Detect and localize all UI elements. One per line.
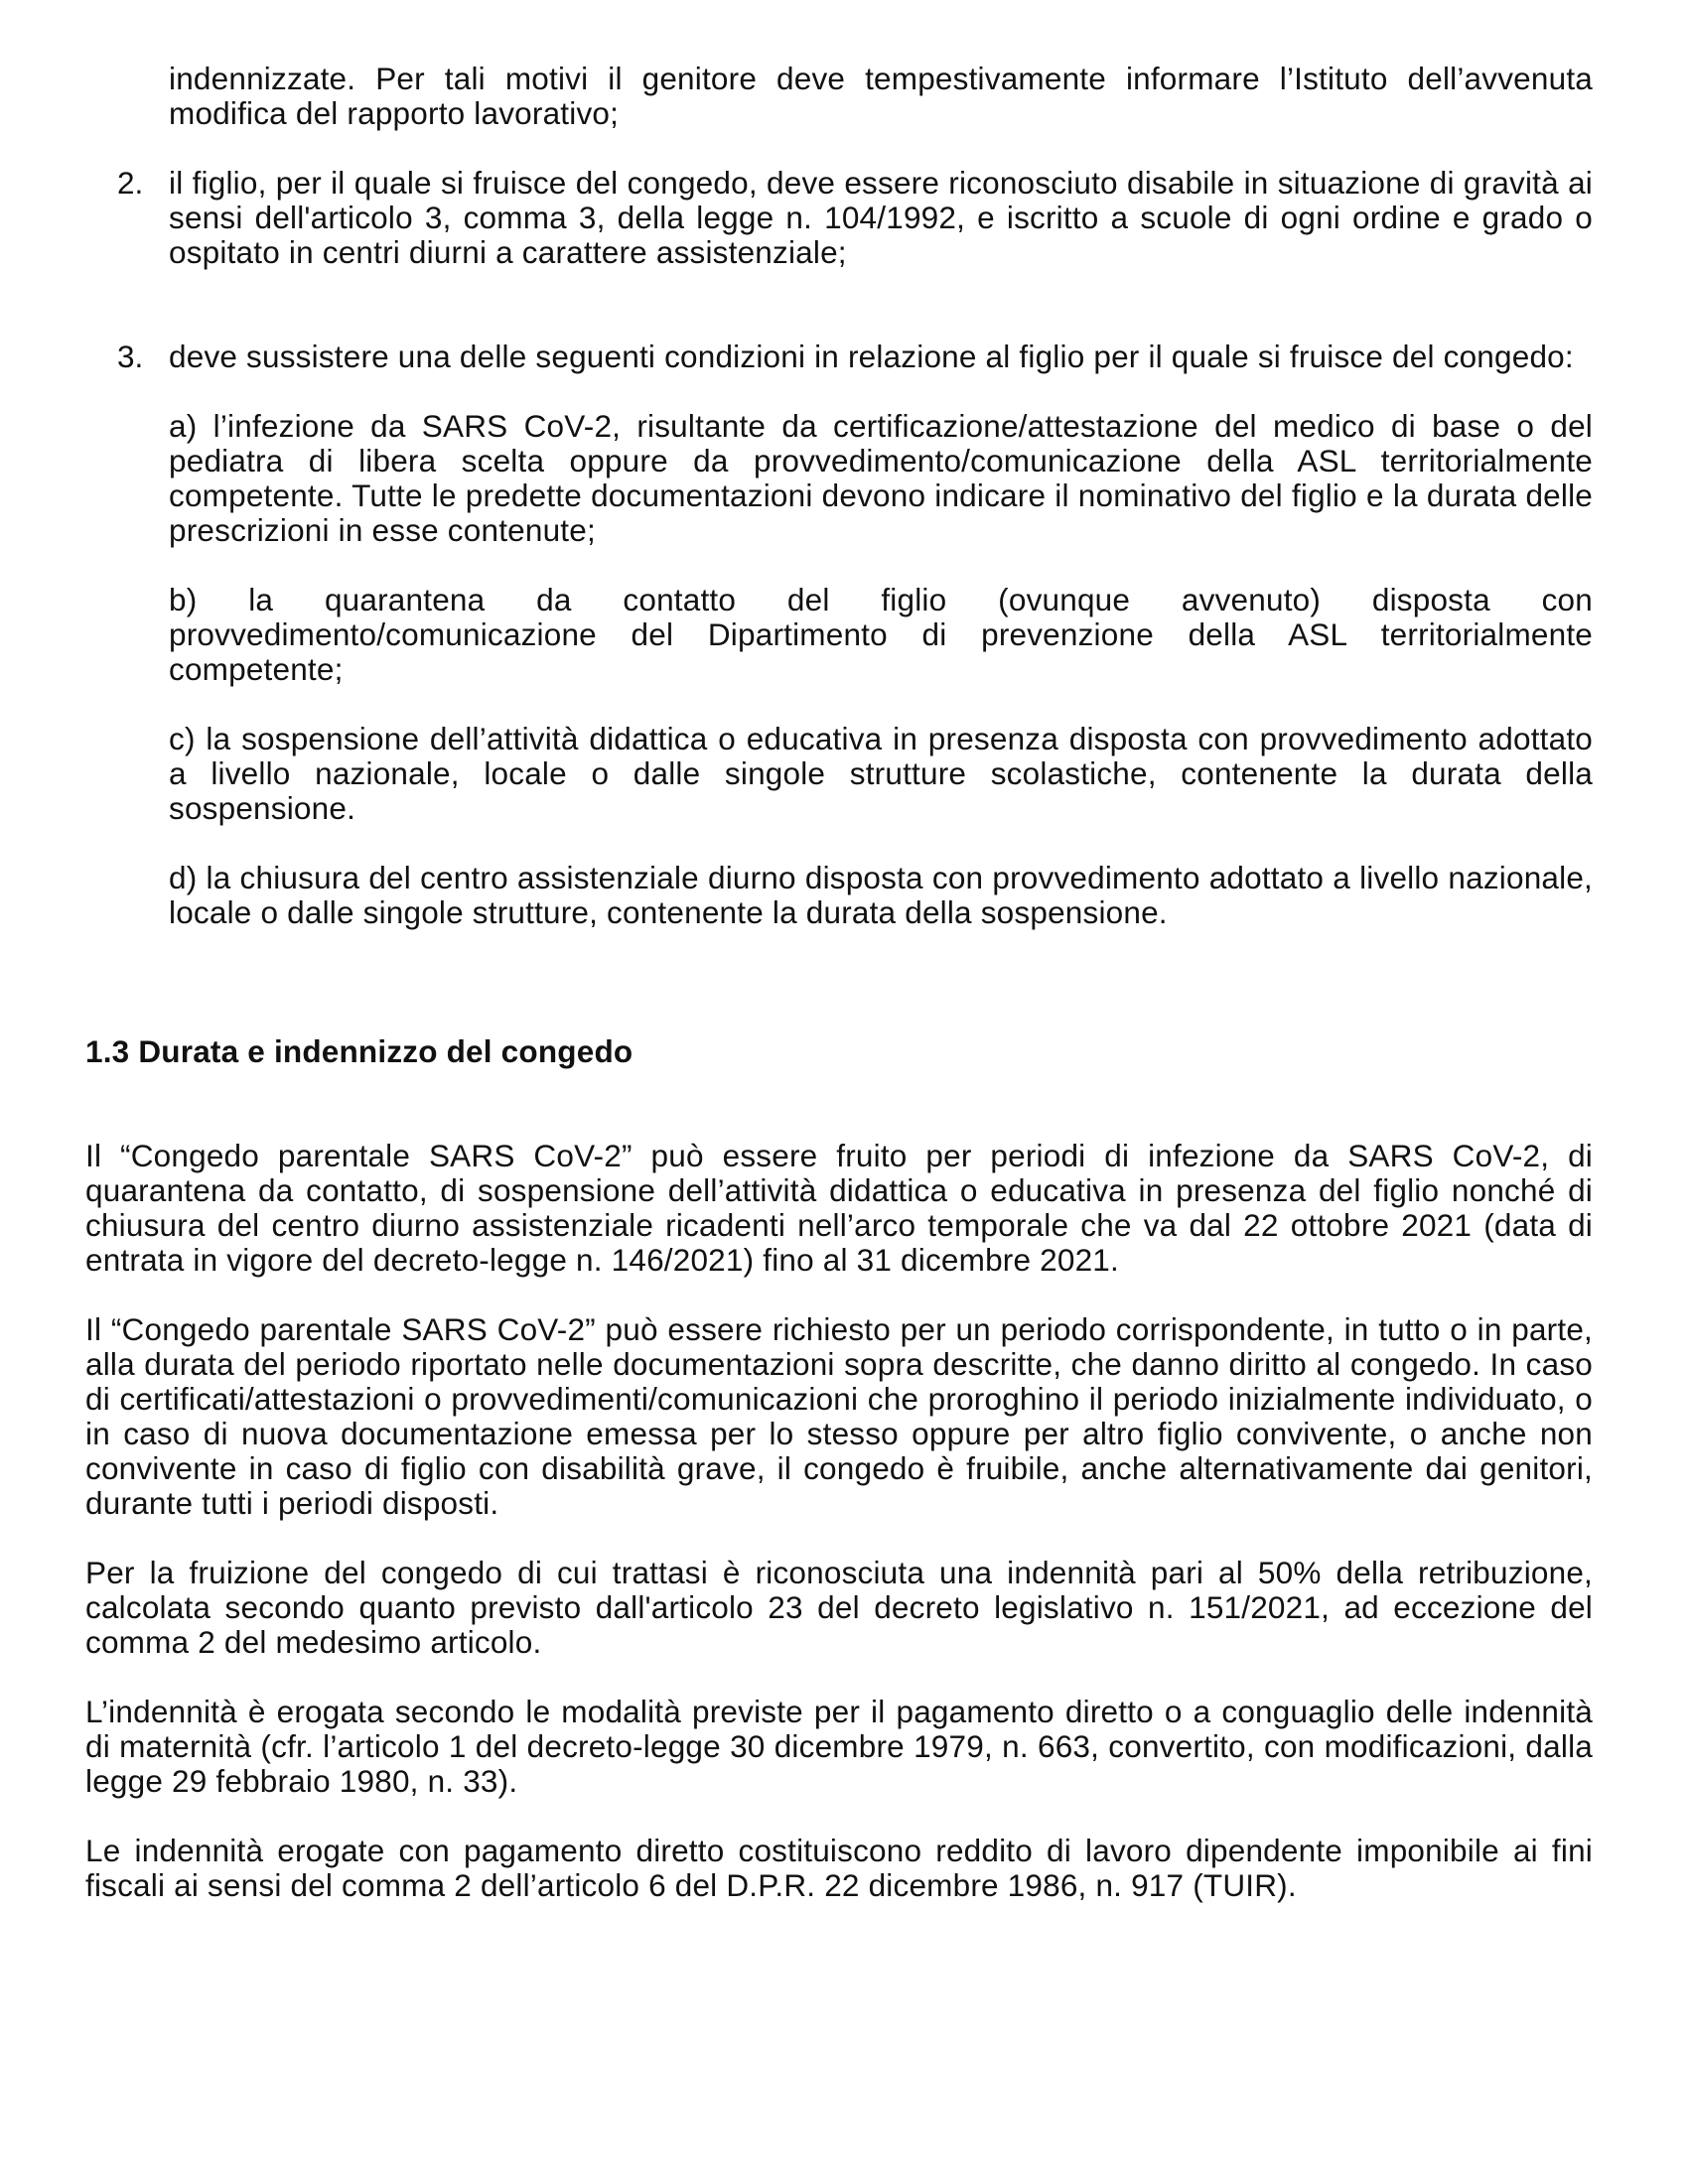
body-paragraph: Per la fruizione del congedo di cui trattasi è riconosciuta una indennità pari al 50% della retribuzione, calcolata secondo quanto previsto dall'articolo 23 del decreto legislativo n. 151/2021, ad eccezione del comma 2 del medesimo articolo. xyxy=(85,1555,1593,1660)
list-item-number: 3. xyxy=(117,339,144,374)
body-paragraph: L’indennità è erogata secondo le modalità previste per il pagamento diretto o a conguaglio delle indennità di maternità (cfr. l’articolo 1 del decreto-legge 30 dicembre 1979, n. 663, convertito, con modificazioni, dalla legge 29 febbraio 1980, n. 33). xyxy=(85,1694,1593,1799)
continued-paragraph: indennizzate. Per tali motivi il genitore deve tempestivamente informare l’Istituto dell’avvenuta modifica del rapporto lavorativo; xyxy=(169,61,1593,131)
list-item-number: 2. xyxy=(117,165,144,201)
sub-item-a: a) l’infezione da SARS CoV-2, risultante da certificazione/attestazione del medico di base o del pediatra di libera scelta oppure da provvedimento/comunicazione della ASL territorialmente competente. Tutte le predette documentazioni devono indicare il nominativo del figlio e la durata delle prescrizioni in esse contenute; xyxy=(169,408,1593,548)
body-paragraph: Le indennità erogate con pagamento diretto costituiscono reddito di lavoro dipendente imponibile ai fini fiscali ai sensi del comma 2 dell’articolo 6 del D.P.R. 22 dicembre 1986, n. 917 (TUIR). xyxy=(85,1833,1593,1903)
sub-item-c: c) la sospensione dell’attività didattica o educativa in presenza disposta con provvedimento adottato a livello nazionale, locale o dalle singole strutture scolastiche, contenente la durata della sospensione. xyxy=(169,721,1593,826)
list-item-text: il figlio, per il quale si fruisce del congedo, deve essere riconosciuto disabile in situazione di gravità ai sensi dell'articolo 3, comma 3, della legge n. 104/1992, e iscritto a scuole di ogni ordine e grado o ospitato in centri diurni a carattere assistenziale; xyxy=(169,165,1593,270)
body-paragraph: Il “Congedo parentale SARS CoV-2” può essere richiesto per un periodo corrispondente, in tutto o in parte, alla durata del periodo riportato nelle documentazioni sopra descritte, che danno diritto al congedo. In caso di certificati/attestazioni o provvedimenti/comunicazioni che proroghino il periodo inizialmente individuato, o in caso di nuova documentazione emessa per lo stesso oppure per altro figlio convivente, o anche non convivente in caso di figlio con disabilità grave, il congedo è fruibile, anche alternativamente dai genitori, durante tutti i periodi disposti. xyxy=(85,1311,1593,1521)
section-heading: 1.3 Durata e indennizzo del congedo xyxy=(85,1033,633,1069)
sub-item-d: d) la chiusura del centro assistenziale diurno disposta con provvedimento adottato a livello nazionale, locale o dalle singole strutture, contenente la durata della sospensione. xyxy=(169,860,1593,930)
list-item-text: deve sussistere una delle seguenti condizioni in relazione al figlio per il quale si fruisce del congedo: xyxy=(169,339,1574,374)
body-paragraph: Il “Congedo parentale SARS CoV-2” può essere fruito per periodi di infezione da SARS CoV-2, di quarantena da contatto, di sospensione dell’attività didattica o educativa in presenza del figlio nonché di chiusura del centro diurno assistenziale ricadenti nell’arco temporale che va dal 22 ottobre 2021 (data di entrata in vigore del decreto-legge n. 146/2021) fino al 31 dicembre 2021. xyxy=(85,1138,1593,1278)
list-item-3 xyxy=(85,340,1593,374)
sub-item-b: b) la quarantena da contatto del figlio (ovunque avvenuto) disposta con provvedimento/comunicazione del Dipartimento di prevenzione della ASL territorialmente competente; xyxy=(169,582,1593,687)
document-page xyxy=(85,62,1593,1903)
list-item-2 xyxy=(85,166,1593,270)
